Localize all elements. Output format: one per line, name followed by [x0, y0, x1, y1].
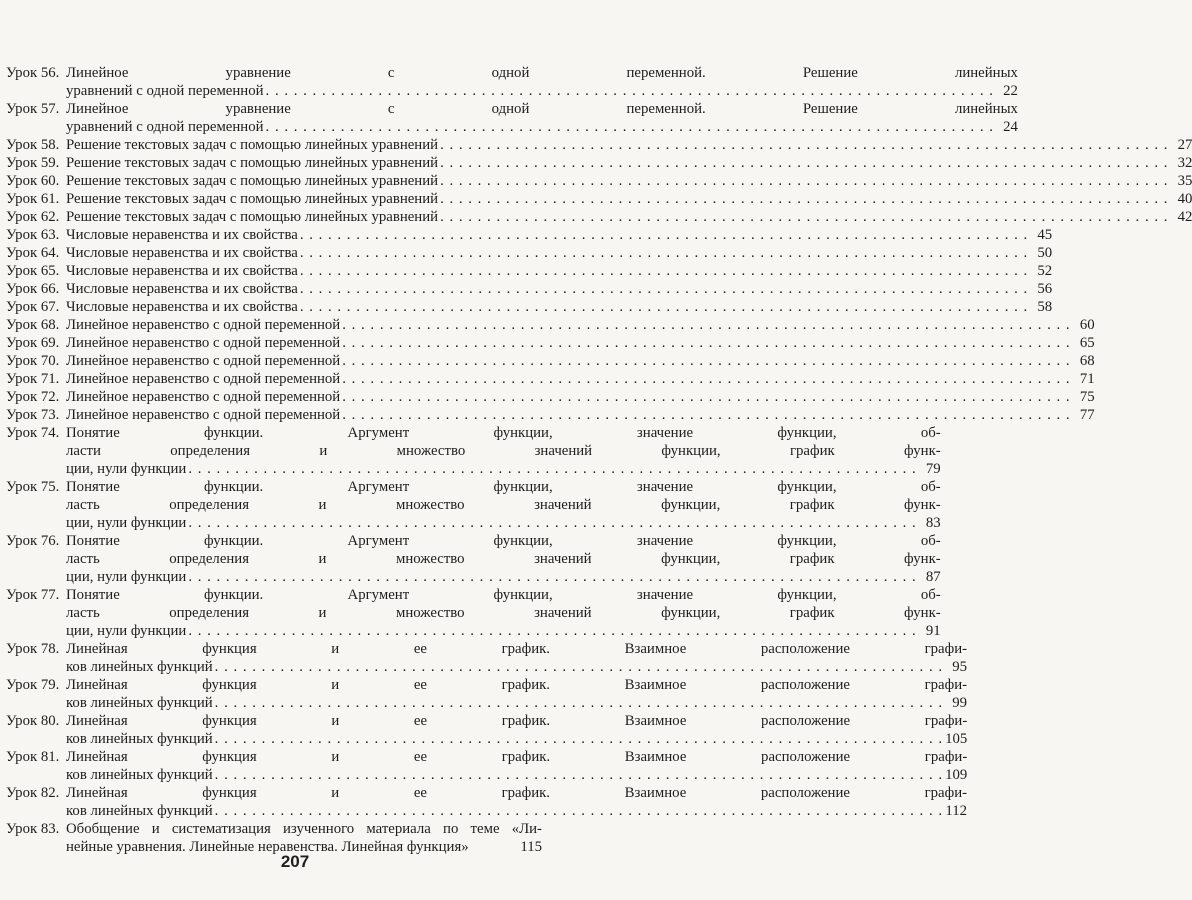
toc-entry	[6, 424, 941, 478]
toc-entry	[6, 712, 968, 748]
lesson-label: Урок 66.	[6, 281, 60, 297]
dot-leader: . . . . . . . . . . . . . . . . . . . . . . . . . . . . . . . . . . . . . . . . . . . . . . . . . . . . . . . . . . . . . . . . . . . . . . . . . . . . . .	[299, 281, 1029, 297]
toc-entry	[6, 190, 1192, 208]
dot-leader: . . . . . . . . . . . . . . . . . . . . . . . . . . . . . . . . . . . . . . . . . . . . . . . . . . . . . . . . . . . . . . . . . . . . . . . . . . . . . .	[342, 335, 1071, 351]
toc-entry	[6, 64, 1018, 100]
toc-entry	[6, 226, 1053, 244]
lesson-title-line: Линейная функция и ее график. Взаимное расположение графи-	[66, 641, 968, 657]
toc-entry	[6, 820, 542, 856]
page-ref: 91	[925, 623, 941, 639]
lesson-title-line: Числовые неравенства и их свойства	[66, 281, 298, 297]
page-ref: 52	[1037, 263, 1053, 279]
page-ref: 112	[945, 803, 968, 819]
toc-entry	[6, 532, 941, 586]
lesson-title-line: ков линейных функций	[66, 803, 213, 819]
lesson-label: Урок 64.	[6, 245, 60, 261]
dot-leader: . . . . . . . . . . . . . . . . . . . . . . . . . . . . . . . . . . . . . . . . . . . . . . . . . . . . . . . . . . . . . . . . . . . . . . . . . . . . . .	[342, 389, 1071, 405]
dot-leader: . . . . . . . . . . . . . . . . . . . . . . . . . . . . . . . . . . . . . . . . . . . . . . . . . . . . . . . . . . . . . . . . . . . . . . . . . . . . . .	[214, 659, 944, 675]
dot-leader: . . . . . . . . . . . . . . . . . . . . . . . . . . . . . . . . . . . . . . . . . . . . . . . . . . . . . . . . . . . . . . . . . . . . . . . . . . . . . .	[299, 245, 1029, 261]
lesson-title-line: Числовые неравенства и их свойства	[66, 299, 298, 315]
page-ref: 40	[1177, 191, 1192, 207]
lesson-title-line: ласти определения и множество значений функции, график функ-	[66, 443, 941, 459]
lesson-label: Урок 65.	[6, 263, 60, 279]
toc-entry	[6, 100, 1018, 136]
lesson-title-line: ции, нули функции	[66, 569, 187, 585]
lesson-label: Урок 61.	[6, 191, 60, 207]
lesson-title-line: ласть определения и множество значений функции, график функ-	[66, 551, 941, 567]
lesson-title-line: Линейное неравенство с одной переменной	[66, 335, 341, 351]
lesson-title-line: ласть определения и множество значений функции, график функ-	[66, 605, 941, 621]
toc-entry	[6, 334, 1095, 352]
toc-entry	[6, 676, 968, 712]
dot-leader: . . . . . . . . . . . . . . . . . . . . . . . . . . . . . . . . . . . . . . . . . . . . . . . . . . . . . . . . . . . . . . . . . . . . . . . . . . . . . .	[265, 83, 994, 99]
dot-leader: . . . . . . . . . . . . . . . . . . . . . . . . . . . . . . . . . . . . . . . . . . . . . . . . . . . . . . . . . . . . . . . . . . . . . . . . . . . . . .	[440, 173, 1169, 189]
page-ref: 22	[1003, 83, 1018, 99]
page-ref: 60	[1079, 317, 1095, 333]
dot-leader: . . . . . . . . . . . . . . . . . . . . . . . . . . . . . . . . . . . . . . . . . . . . . . . . . . . . . . . . . . . . . . . . . . . . . . . . . . . . . .	[214, 731, 944, 747]
toc-entry	[6, 748, 968, 784]
toc-entry	[6, 316, 1095, 334]
page-ref: 79	[925, 461, 941, 477]
lesson-label: Урок 59.	[6, 155, 60, 171]
page-ref: 45	[1037, 227, 1053, 243]
dot-leader: . . . . . . . . . . . . . . . . . . . . . . . . . . . . . . . . . . . . . . . . . . . . . . . . . . . . . . . . . . . . . . . . . . . . . . . . . . . . . .	[440, 191, 1169, 207]
page-ref: 56	[1037, 281, 1053, 297]
toc-entry	[6, 784, 968, 820]
page-ref: 87	[925, 569, 941, 585]
dot-leader: . . . . . . . . . . . . . . . . . . . . . . . . . . . . . . . . . . . . . . . . . . . . . . . . . . . . . . . . . . . . . . . . . . . . . . . . . . . . . .	[299, 263, 1029, 279]
toc-entry	[6, 208, 1192, 226]
dot-leader: . . . . . . . . . . . . . . . . . . . . . . . . . . . . . . . . . . . . . . . . . . . . . . . . . . . . . . . . . . . . . . . . . . . . . . . . . . . . . .	[265, 119, 994, 135]
dot-leader: . . . . . . . . . . . . . . . . . . . . . . . . . . . . . . . . . . . . . . . . . . . . . . . . . . . . . . . . . . . . . . . . . . . . . . . . . . . . . .	[342, 353, 1071, 369]
lesson-title-line: Линейная функция и ее график. Взаимное расположение графи-	[66, 713, 968, 729]
dot-leader: . . . . . . . . . . . . . . . . . . . . . . . . . . . . . . . . . . . . . . . . . . . . . . . . . . . . . . . . . . . . . . . . . . . . . . . . . . . . . .	[440, 155, 1169, 171]
lesson-title-line: ции, нули функции	[66, 515, 187, 531]
toc-entry	[6, 136, 1192, 154]
page-ref: 58	[1037, 299, 1053, 315]
dot-leader: . . . . . . . . . . . . . . . . . . . . . . . . . . . . . . . . . . . . . . . . . . . . . . . . . . . . . . . . . . . . . . . . . . . . . . . . . . . . . .	[214, 767, 944, 783]
lesson-title-line: Решение текстовых задач с помощью линейных уравнений	[66, 137, 439, 153]
page-ref: 99	[952, 695, 968, 711]
lesson-label: Урок 60.	[6, 173, 60, 189]
dot-leader: . . . . . . . . . . . . . . . . . . . . . . . . . . . . . . . . . . . . . . . . . . . . . . . . . . . . . . . . . . . . . . . . . . . . . . . . . . . . . .	[342, 371, 1071, 387]
page-ref: 115	[520, 839, 542, 855]
dot-leader: . . . . . . . . . . . . . . . . . . . . . . . . . . . . . . . . . . . . . . . . . . . . . . . . . . . . . . . . . . . . . . . . . . . . . . . . . . . . . .	[342, 317, 1071, 333]
lesson-label: Урок 82.	[6, 785, 60, 801]
toc-entry	[6, 298, 1053, 316]
lesson-title-line: Решение текстовых задач с помощью линейных уравнений	[66, 155, 439, 171]
lesson-title-line: ции, нули функции	[66, 461, 187, 477]
lesson-title-line: Решение текстовых задач с помощью линейных уравнений	[66, 191, 439, 207]
page-ref: 75	[1079, 389, 1095, 405]
page-ref: 68	[1079, 353, 1095, 369]
lesson-title-line: Решение текстовых задач с помощью линейных уравнений	[66, 173, 439, 189]
lesson-title-line: Числовые неравенства и их свойства	[66, 245, 298, 261]
toc-entry	[6, 352, 1095, 370]
dot-leader: . . . . . . . . . . . . . . . . . . . . . . . . . . . . . . . . . . . . . . . . . . . . . . . . . . . . . . . . . . . . . . . . . . . . . . . . . . . . . .	[214, 695, 944, 711]
lesson-title-line: Линейная функция и ее график. Взаимное расположение графи-	[66, 749, 968, 765]
toc-entry	[6, 280, 1053, 298]
lesson-label: Урок 57.	[6, 101, 60, 117]
lesson-label: Урок 83.	[6, 821, 60, 837]
lesson-title-line: Линейное уравнение с одной переменной. Решение линейных	[66, 101, 1018, 117]
page-ref: 50	[1037, 245, 1053, 261]
lesson-label: Урок 70.	[6, 353, 60, 369]
toc-entry	[6, 406, 1095, 424]
dot-leader: . . . . . . . . . . . . . . . . . . . . . . . . . . . . . . . . . . . . . . . . . . . . . . . . . . . . . . . . . . . . . . . . . . . . . . . . . . . . . .	[299, 227, 1029, 243]
lesson-title-line: ков линейных функций	[66, 731, 213, 747]
lesson-title-line: Линейное неравенство с одной переменной	[66, 407, 341, 423]
page-ref: 71	[1079, 371, 1095, 387]
dot-leader: . . . . . . . . . . . . . . . . . . . . . . . . . . . . . . . . . . . . . . . . . . . . . . . . . . . . . . . . . . . . . . . . . . . . . . . . . . . . . .	[299, 299, 1029, 315]
dot-leader: . . . . . . . . . . . . . . . . . . . . . . . . . . . . . . . . . . . . . . . . . . . . . . . . . . . . . . . . . . . . . . . . . . . . . . . . . . . . . .	[188, 461, 917, 477]
page-ref: 77	[1079, 407, 1095, 423]
toc-entry	[6, 640, 968, 676]
dot-leader: . . . . . . . . . . . . . . . . . . . . . . . . . . . . . . . . . . . . . . . . . . . . . . . . . . . . . . . . . . . . . . . . . . . . . . . . . . . . . .	[188, 569, 917, 585]
toc-entry	[6, 172, 1192, 190]
dot-leader: . . . . . . . . . . . . . . . . . . . . . . . . . . . . . . . . . . . . . . . . . . . . . . . . . . . . . . . . . . . . . . . . . . . . . . . . . . . . . .	[440, 209, 1169, 225]
page-ref: 83	[925, 515, 941, 531]
lesson-label: Урок 69.	[6, 335, 60, 351]
lesson-label: Урок 67.	[6, 299, 60, 315]
table-of-contents	[6, 64, 1192, 856]
toc-entry	[6, 478, 941, 532]
page-ref: 95	[952, 659, 968, 675]
lesson-title-line: Обобщение и систематизация изученного материала по теме «Ли-	[66, 821, 542, 837]
lesson-title-line: Числовые неравенства и их свойства	[66, 227, 298, 243]
lesson-title-line: Линейное неравенство с одной переменной	[66, 389, 341, 405]
page-ref: 27	[1177, 137, 1192, 153]
lesson-title-line: Линейная функция и ее график. Взаимное расположение графи-	[66, 785, 968, 801]
lesson-label: Урок 78.	[6, 641, 60, 657]
lesson-label: Урок 81.	[6, 749, 60, 765]
lesson-title-line: Решение текстовых задач с помощью линейных уравнений	[66, 209, 439, 225]
lesson-title-line: нейные уравнения. Линейные неравенства. Линейная функция»	[66, 839, 469, 855]
lesson-title-line: Понятие функции. Аргумент функции, значение функции, об-	[66, 479, 941, 495]
page-ref: 32	[1177, 155, 1192, 171]
toc-entry	[6, 154, 1192, 172]
lesson-title-line: Линейное уравнение с одной переменной. Решение линейных	[66, 65, 1018, 81]
lesson-label: Урок 68.	[6, 317, 60, 333]
lesson-label: Урок 75.	[6, 479, 60, 495]
lesson-title-line: Числовые неравенства и их свойства	[66, 263, 298, 279]
toc-entry	[6, 388, 1095, 406]
dot-leader: . . . . . . . . . . . . . . . . . . . . . . . . . . . . . . . . . . . . . . . . . . . . . . . . . . . . . . . . . . . . . . . . . . . . . . . . . . . . . .	[188, 623, 917, 639]
lesson-label: Урок 72.	[6, 389, 60, 405]
lesson-title-line: ков линейных функций	[66, 767, 213, 783]
page-ref: 109	[945, 767, 968, 783]
toc-entry	[6, 244, 1053, 262]
dot-leader: . . . . . . . . . . . . . . . . . . . . . . . . . . . . . . . . . . . . . . . . . . . . . . . . . . . . . . . . . . . . . . . . . . . . . . . . . . . . . .	[342, 407, 1071, 423]
lesson-label: Урок 77.	[6, 587, 60, 603]
toc-entry	[6, 370, 1095, 388]
lesson-label: Урок 74.	[6, 425, 60, 441]
page-ref: 65	[1079, 335, 1095, 351]
dot-leader: . . . . . . . . . . . . . . . . . . . . . . . . . . . . . . . . . . . . . . . . . . . . . . . . . . . . . . . . . . . . . . . . . . . . . . . . . . . . . .	[214, 803, 944, 819]
lesson-label: Урок 76.	[6, 533, 60, 549]
lesson-title-line: Линейное неравенство с одной переменной	[66, 371, 341, 387]
toc-entry	[6, 586, 941, 640]
lesson-title-line: Понятие функции. Аргумент функции, значение функции, об-	[66, 533, 941, 549]
lesson-label: Урок 80.	[6, 713, 60, 729]
lesson-label: Урок 63.	[6, 227, 60, 243]
lesson-title-line: ции, нули функции	[66, 623, 187, 639]
lesson-label: Урок 71.	[6, 371, 60, 387]
lesson-title-line: Линейная функция и ее график. Взаимное расположение графи-	[66, 677, 968, 693]
lesson-label: Урок 79.	[6, 677, 60, 693]
dot-leader: . . . . . . . . . . . . . . . . . . . . . . . . . . . . . . . . . . . . . . . . . . . . . . . . . . . . . . . . . . . . . . . . . . . . . . . . . . . . . .	[440, 137, 1169, 153]
lesson-title-line: уравнений с одной переменной	[66, 83, 264, 99]
dot-leader: . . . . . . . . . . . . . . . . . . . . . . . . . . . . . . . . . . . . . . . . . . . . . . . . . . . . . . . . . . . . . . . . . . . . . . . . . . . . . .	[188, 515, 917, 531]
toc-entry	[6, 262, 1053, 280]
lesson-label: Урок 58.	[6, 137, 60, 153]
lesson-title-line: ласть определения и множество значений функции, график функ-	[66, 497, 941, 513]
page-ref: 105	[945, 731, 968, 747]
lesson-title-line: Линейное неравенство с одной переменной	[66, 317, 341, 333]
page-ref: 35	[1177, 173, 1192, 189]
page-ref: 24	[1003, 119, 1018, 135]
lesson-label: Урок 56.	[6, 65, 60, 81]
lesson-title-line: Понятие функции. Аргумент функции, значение функции, об-	[66, 587, 941, 603]
lesson-title-line: ков линейных функций	[66, 695, 213, 711]
lesson-label: Урок 73.	[6, 407, 60, 423]
lesson-title-line: Понятие функции. Аргумент функции, значение функции, об-	[66, 425, 941, 441]
lesson-label: Урок 62.	[6, 209, 60, 225]
lesson-title-line: уравнений с одной переменной	[66, 119, 264, 135]
page-number: 207	[280, 852, 310, 871]
page-ref: 42	[1177, 209, 1192, 225]
lesson-title-line: ков линейных функций	[66, 659, 213, 675]
lesson-title-line: Линейное неравенство с одной переменной	[66, 353, 341, 369]
